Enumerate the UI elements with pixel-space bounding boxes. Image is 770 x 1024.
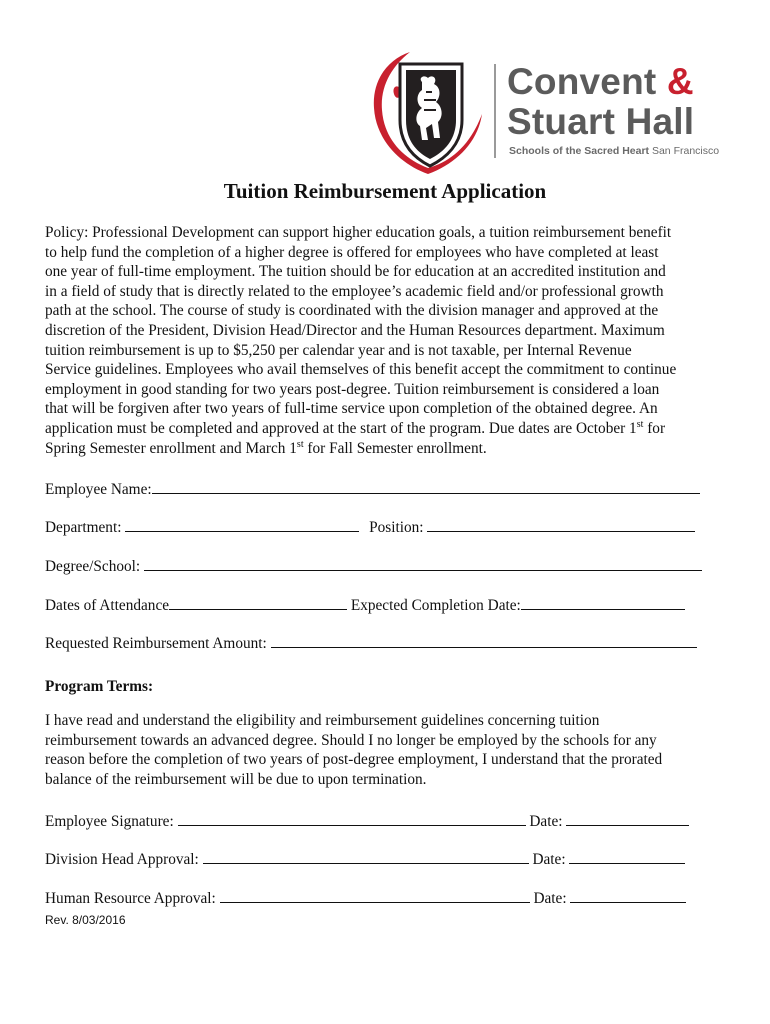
policy-line: application must be completed and approved at the start of the program. Due dates are October 1st for <box>45 418 666 437</box>
date-label: Date: <box>532 851 570 868</box>
requested-amount-field[interactable] <box>271 632 697 648</box>
degree-school-row <box>45 555 702 577</box>
division-head-signature-field[interactable] <box>203 848 529 864</box>
terms-line: balance of the reimbursement will be due to upon termination. <box>45 770 427 788</box>
division-head-row <box>45 848 685 870</box>
human-resource-row <box>45 887 686 909</box>
employee-name-label: Employee Name: <box>45 481 152 498</box>
department-field[interactable] <box>125 516 359 532</box>
requested-amount-label: Requested Reimbursement Amount: <box>45 635 271 652</box>
revision-note: Rev. 8/03/2016 <box>45 913 126 927</box>
employee-signature-row <box>45 810 689 832</box>
document-title: Tuition Reimbursement Application <box>223 179 547 203</box>
policy-paragraph <box>45 223 735 458</box>
policy-line: in a field of study that is directly related to the employee’s academic field and/or professional growth <box>45 282 664 300</box>
program-terms-paragraph <box>45 711 735 789</box>
department-label: Department: <box>45 519 126 536</box>
policy-line: to help fund the completion of a higher degree is offered for employees who have completed at least <box>45 243 659 261</box>
school-crest-logo <box>366 48 486 178</box>
position-field[interactable] <box>427 516 695 532</box>
terms-line: I have read and understand the eligibility and reimbursement guidelines concerning tuition <box>45 712 600 729</box>
department-position-row <box>45 516 695 538</box>
dates-of-attendance-label: Dates of Attendance <box>45 597 170 614</box>
policy-line: that will be forgiven after two years of full-time service upon completion of the obtained degree. An <box>45 400 658 418</box>
logo-divider <box>494 64 496 158</box>
employee-name-field[interactable] <box>152 478 700 494</box>
logo-wordmark-line2: Stuart Hall <box>507 101 695 142</box>
degree-school-label: Degree/School: <box>45 558 144 575</box>
expected-completion-field[interactable] <box>521 594 685 610</box>
division-head-label: Division Head Approval: <box>45 851 203 868</box>
program-terms-heading: Program Terms: <box>45 678 154 695</box>
dates-of-attendance-field[interactable] <box>169 594 347 610</box>
policy-line: path at the school. The course of study is coordinated with the division manager and approved at the <box>45 302 659 320</box>
policy-line: Spring Semester enrollment and March 1st for Fall Semester enrollment. <box>45 438 487 457</box>
employee-signature-field[interactable] <box>178 810 526 826</box>
policy-line: Service guidelines. Employees who avail themselves of this benefit accept the commitment to continue <box>45 361 677 379</box>
dates-row <box>45 594 685 616</box>
logo-wordmark-line1: Convent & <box>507 61 694 102</box>
human-resource-label: Human Resource Approval: <box>45 890 220 907</box>
requested-amount-row <box>45 632 697 654</box>
degree-school-field[interactable] <box>144 555 702 571</box>
position-label: Position: <box>369 519 428 536</box>
terms-line: reason before the completion of two years of post-degree employment, I understand that the prorated <box>45 751 663 769</box>
policy-line: Policy: Professional Development can support higher education goals, a tuition reimbursement benefit <box>45 224 672 241</box>
date-label: Date: <box>529 813 567 830</box>
employee-signature-date-field[interactable] <box>566 810 689 826</box>
employee-signature-label: Employee Signature: <box>45 813 178 830</box>
expected-completion-label: Expected Completion Date: <box>350 597 521 614</box>
logo-tagline: Schools of the Sacred Heart San Francisco <box>509 145 720 157</box>
division-head-date-field[interactable] <box>569 848 685 864</box>
date-label: Date: <box>533 890 571 907</box>
policy-line: employment in good standing for two years post-degree. Tuition reimbursement is considered a loan <box>45 380 660 398</box>
policy-line: one year of full-time employment. The tuition should be for education at an accredited institution and <box>45 263 666 281</box>
policy-line: tuition reimbursement is up to $5,250 per calendar year and is not taxable, per Internal Revenue <box>45 341 632 359</box>
employee-name-row <box>45 478 700 500</box>
policy-line: discretion of the President, Division Head/Director and the Human Resources department. Maximum <box>45 321 665 339</box>
human-resource-date-field[interactable] <box>570 887 686 903</box>
terms-line: reimbursement towards an advanced degree. Should I no longer be employed by the schools for any <box>45 731 657 749</box>
human-resource-signature-field[interactable] <box>220 887 530 903</box>
